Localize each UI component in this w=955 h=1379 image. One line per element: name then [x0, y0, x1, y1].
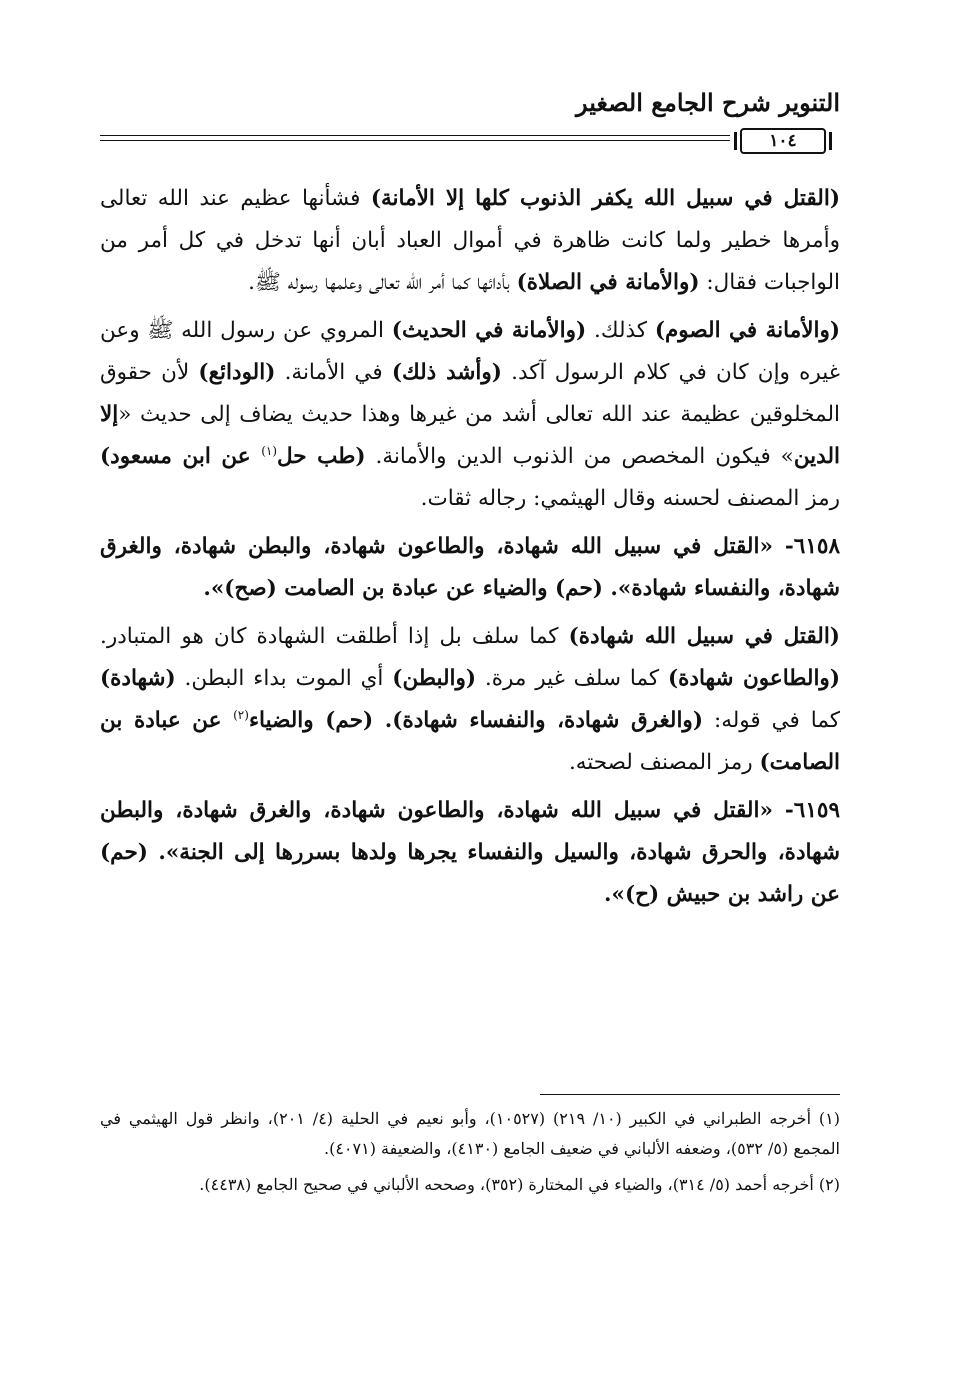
commentary-text: كما سلف غير مرة.: [476, 666, 668, 691]
commentary-text: » فيكون المخصص من الذنوب الدين والأمانة.: [365, 444, 794, 469]
commentary-text: أي الموت بداء البطن.: [175, 666, 393, 691]
quoted-text: (والبطن): [392, 666, 477, 691]
quoted-text: (والطاعون شهادة): [668, 666, 840, 691]
quoted-text: (طب حل: [277, 444, 366, 469]
header-rule-line: [100, 140, 730, 141]
quoted-text: (والأمانة في الصوم): [654, 318, 841, 343]
footnote-separator: [540, 1094, 840, 1095]
header-rule: [100, 128, 840, 150]
quoted-text: (القتل في سبيل الله شهادة): [568, 624, 840, 649]
footnote-ref: (٢): [233, 707, 249, 722]
commentary-text: في الأمانة.: [275, 360, 392, 385]
hadith-6158: ٦١٥٨- «القتل في سبيل الله شهادة، والطاعون شهادة، والبطن شهادة، والغرق شهادة، والنفساء شهادة». (حم) والضياء عن عبادة بن الصامت (صح)».: [100, 534, 840, 601]
quoted-text: (والأمانة في الحديث): [391, 318, 587, 343]
commentary-text: رمز المصنف لحسنه وقال الهيثمي: رجاله ثقات.: [420, 486, 840, 511]
commentary-paragraph: [100, 178, 840, 304]
quoted-text: عن ابن مسعود): [100, 444, 262, 469]
commentary-text: المروي عن رسول الله ﷺ وعن غيره وإن كان في كلام الرسول آكد.: [100, 318, 840, 385]
commentary-text: رمز المصنف لصحته.: [568, 750, 760, 775]
main-text: [100, 178, 840, 922]
commentary-text: كما سلف بل إذا أطلقت الشهادة كان هو المتبادر.: [100, 624, 569, 649]
quoted-text: إلا الدين: [100, 402, 840, 469]
document-page: [100, 78, 840, 1368]
commentary-paragraph: [100, 616, 840, 784]
commentary-text: لأن حقوق المخلوقين عظيمة عند الله تعالى أشد من غيرها وهذا حديث يضاف إلى حديث «: [100, 360, 840, 427]
running-title: التنوير شرح الجامع الصغير: [576, 88, 840, 117]
commentary-text: بأدائها كما أمر الله تعالى وعلمها رسوله ﷺ.: [248, 270, 517, 295]
commentary-text: كذلك.: [586, 318, 655, 343]
commentary-text: كما في قوله:: [703, 708, 841, 733]
quoted-text: (شهادة): [100, 666, 176, 691]
header-rule-line: [100, 135, 730, 136]
hadith-6159: ٦١٥٩- «القتل في سبيل الله شهادة، والطاعون شهادة، والغرق شهادة، والبطن شهادة، والحرق شهادة، والسيل والنفساء يجرها ولدها بسررها إلى الجنة». (حم) عن راشد بن حبيش (ح)».: [100, 798, 840, 907]
quoted-text: (الودائع): [198, 360, 276, 385]
quoted-text: (والأمانة في الصلاة): [516, 270, 700, 295]
page-number: ١٠٤: [740, 128, 826, 154]
footnote-2: (٢) أخرجه أحمد (٥/ ٣١٤)، والضياء في المختارة (٣٥٢)، وصححه الألباني في صحيح الجامع (٤٤٣٨).: [199, 1175, 840, 1194]
commentary-paragraph: [100, 310, 840, 520]
footnote-ref: (١): [261, 443, 278, 458]
footnote-1: (١) أخرجه الطبراني في الكبير (١٠/ ٢١٩) (١٠٥٢٧)، وأبو نعيم في الحلية (٤/ ٢٠١)، وانظر قول الهيثمي في المجمع (٥/ ٥٣٢)، وضعفه الألباني في ضعيف الجامع (٤١٣٠)، والضعيفة (٤٠٧١).: [100, 1109, 841, 1158]
commentary-text: فشأنها عظيم عند الله تعالى وأمرها خطير ولما كانت ظاهرة في أموال العباد أبان أنها تدخل في كل أمر من الواجبات فقال:: [100, 186, 840, 295]
quoted-text: (القتل في سبيل الله يكفر الذنوب كلها إلا الأمانة): [370, 186, 840, 211]
quoted-text: (وأشد ذلك): [391, 360, 502, 385]
quoted-text: (والغرق شهادة، والنفساء شهادة). (حم) والضياء: [248, 708, 703, 733]
quoted-text: عن عبادة بن الصامت): [100, 708, 840, 775]
page-header: [100, 78, 840, 168]
footnotes: [100, 1104, 840, 1206]
